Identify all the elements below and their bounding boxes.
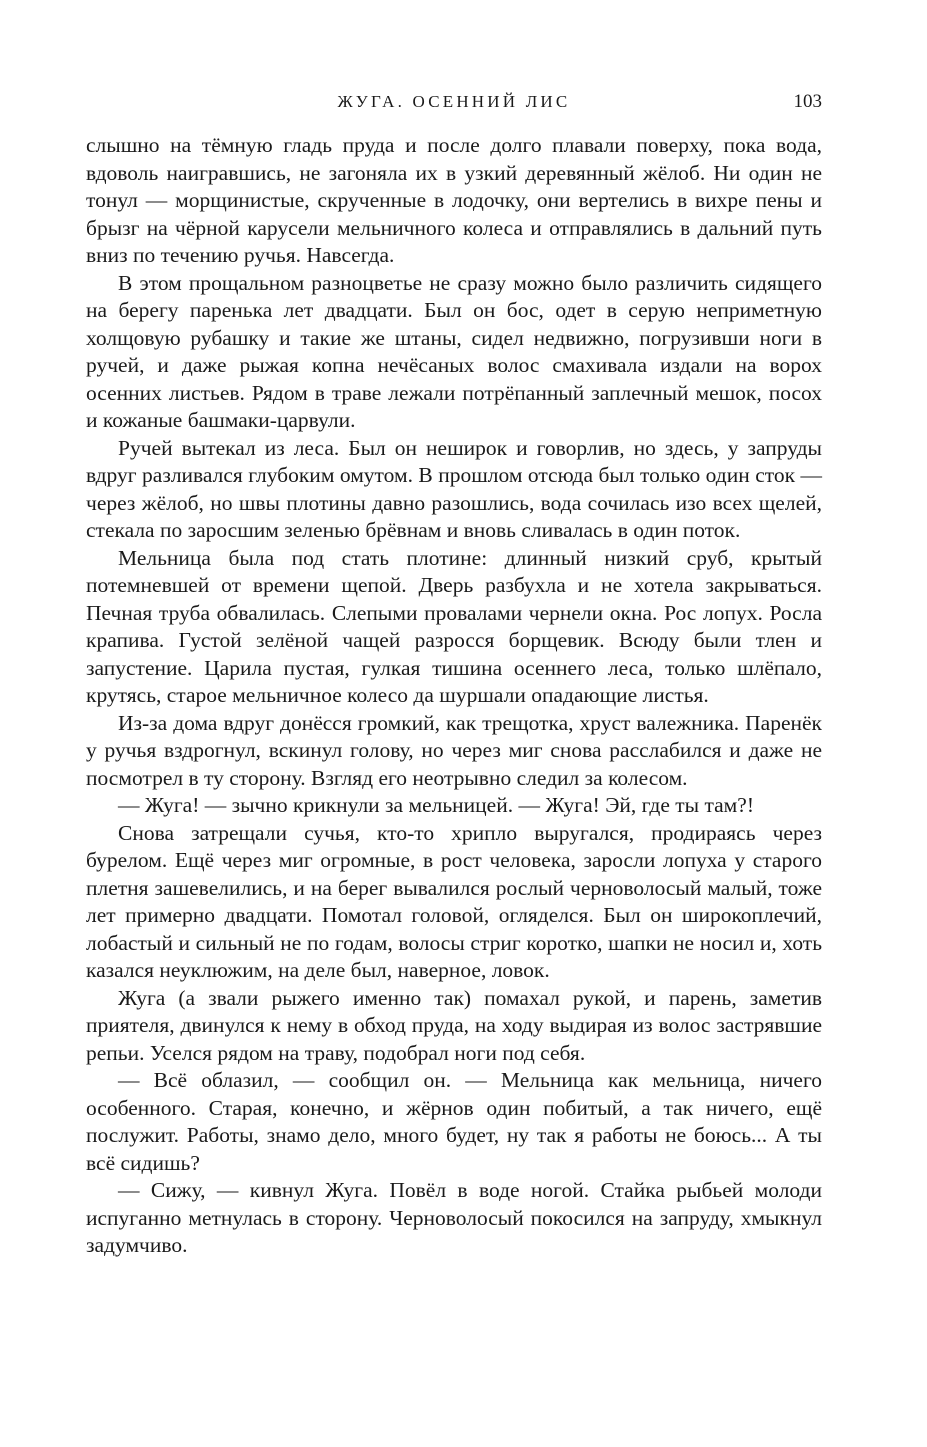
paragraph: Ручей вытекал из леса. Был он неширок и говорлив, но здесь, у запруды вдруг разливался глубоким омутом. В прошлом отсюда был только один сток — через жёлоб, но швы плотины давно разошлись, вода сочилась изо всех щелей, стекала по заросшим зеленью брёвнам и вновь сливалась в один поток.	[86, 435, 822, 542]
paragraph: Снова затрещали сучья, кто-то хрипло выругался, продираясь через бурелом. Ещё через миг огромные, в рост человека, заросли лопуха у старого плетня зашевелились, и на берег вывалился рослый черноволосый малый, тоже лет примерно двадцати. Помотал головой, огляделся. Был он широкоплечий, лобастый и сильный не по годам, волосы стриг коротко, шапки не носил и, хоть казался неуклюжим, на деле был, наверное, ловок.	[86, 820, 822, 982]
body-text	[86, 132, 822, 1260]
paragraph-continued: слышно на тёмную гладь пруда и после долго плавали поверху, пока вода, вдоволь наигравшись, не загоняла их в узкий деревянный жёлоб. Ни один не тонул — морщинистые, скрученные в лодочку, они вертелись в вихре пены и брызг на чёрной карусели мельничного колеса и отправлялись в дальний путь вниз по течению ручья. Навсегда.	[86, 133, 822, 267]
paragraph: Жуга (а звали рыжего именно так) помахал рукой, и парень, заметив приятеля, двинулся к нему в обход пруда, на ходу выдирая из волос застрявшие репьи. Уселся рядом на траву, подобрал ноги под себя.	[86, 985, 822, 1065]
page-number: 103	[793, 91, 822, 112]
running-title: ЖУГА. ОСЕННИЙ ЛИС	[337, 92, 571, 111]
running-head	[86, 88, 822, 116]
dialogue-paragraph: — Сижу, — кивнул Жуга. Повёл в воде ногой. Стайка рыбьей молоди испуганно метнулась в сторону. Черноволосый покосился на запруду, хмыкнул задумчиво.	[86, 1178, 822, 1257]
dialogue-paragraph: — Жуга! — зычно крикнули за мельницей. — Жуга! Эй, где ты там?!	[118, 793, 754, 817]
paragraph: Из-за дома вдруг донёсся громкий, как трещотка, хруст валежника. Паренёк у ручья вздрогнул, вскинул голову, но через миг снова расслабился и даже не посмотрел в ту сторону. Взгляд его неотрывно следил за колесом.	[86, 710, 822, 790]
paragraph: Мельница была под стать плотине: длинный низкий сруб, крытый потемневшей от времени щепой. Дверь разбухла и не хотела закрываться. Печная труба обвалилась. Слепыми провалами чернели окна. Рос лопух. Росла крапива. Густой зелёной чащей разросся борщевик. Всюду были тлен и запустение. Царила пустая, гулкая тишина осеннего леса, только шлёпало, крутясь, старое мельничное колесо да шуршали опадающие листья.	[86, 545, 822, 707]
dialogue-paragraph: — Всё облазил, — сообщил он. — Мельница как мельница, ничего особенного. Старая, конечно, и жёрнов один побитый, а так ничего, ещё послужит. Работы, знамо дело, много будет, ну так я работы не боюсь... А ты всё сидишь?	[86, 1068, 822, 1175]
paragraph: В этом прощальном разноцветье не сразу можно было различить сидящего на берегу паренька лет двадцати. Был он бос, одет в серую неприметную холщовую рубашку и такие же штаны, сидел недвижно, погрузивши ноги в ручей, и даже рыжая копна нечёсаных волос смахивала издали на ворох осенних листьев. Рядом в траве лежали потрёпанный заплечный мешок, посох и кожаные башмаки-царвули.	[86, 270, 822, 432]
